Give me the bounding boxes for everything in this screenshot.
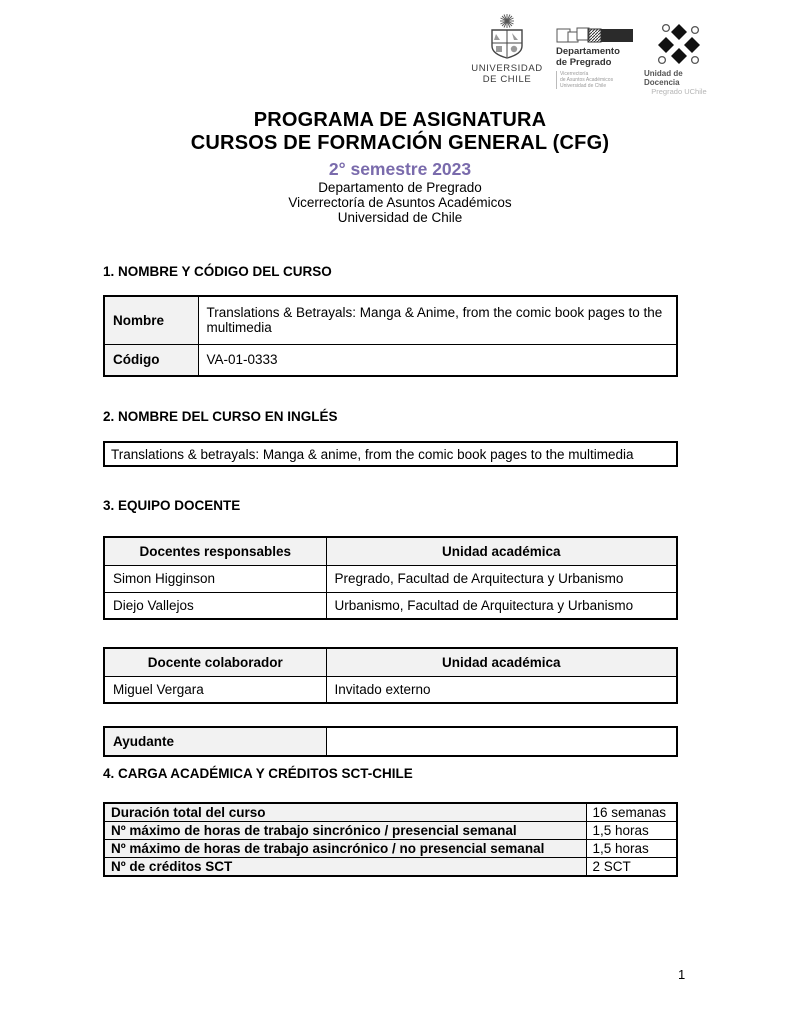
- table-row: [104, 803, 677, 822]
- workload-table: [103, 802, 678, 877]
- docencia-logo-line1: Unidad de Docencia: [644, 69, 683, 87]
- pregrado-logo-title1: Departamento: [556, 46, 620, 57]
- workload-label-cell: Duración total del curso: [104, 803, 586, 822]
- pregrado-squares-icon: [556, 26, 634, 45]
- workload-value-cell: 1,5 horas: [586, 840, 677, 858]
- table-row: [104, 565, 677, 592]
- teacher-unit-cell: Pregrado, Facultad de Arquitectura y Urbanismo: [326, 565, 677, 592]
- teacher-name-cell: Diejo Vallejos: [104, 592, 326, 619]
- semester-label: 2° semestre 2023: [328, 159, 472, 179]
- workload-value-cell: 2 SCT: [586, 858, 677, 877]
- docencia-pinwheel-icon: [647, 20, 711, 68]
- english-name-box: Translations & betrayals: Manga & anime, from the comic book pages to the multimedia: [103, 441, 678, 467]
- collaborator-unit-cell: Invitado externo: [326, 676, 677, 703]
- course-name-table: [103, 295, 678, 377]
- title-block: [0, 109, 800, 225]
- collaborator-table: [103, 647, 678, 704]
- header-subline-1: Departamento de Pregrado: [318, 180, 482, 195]
- table-row: [104, 676, 677, 703]
- teacher-name-cell: Simon Higginson: [104, 565, 326, 592]
- codigo-label-cell: Código: [104, 344, 198, 376]
- table-row: [104, 822, 677, 840]
- column-header: Docente colaborador: [104, 648, 326, 676]
- workload-label-cell: Nº máximo de horas de trabajo asincrónico / no presencial semanal: [104, 840, 586, 858]
- uchile-logo-line1: UNIVERSIDAD: [471, 63, 543, 74]
- pregrado-logo-sub1: Vicerrectoría: [560, 71, 589, 77]
- docencia-logo: [644, 20, 714, 96]
- page-number: 1: [678, 967, 686, 982]
- responsible-teachers-table: [103, 536, 678, 620]
- workload-value-cell: 16 semanas: [586, 803, 677, 822]
- ayudante-value-cell: [326, 727, 677, 756]
- workload-label-cell: Nº de créditos SCT: [104, 858, 586, 877]
- section-4-heading: 4. CARGA ACADÉMICA Y CRÉDITOS SCT-CHILE: [103, 766, 413, 781]
- section-3-heading: 3. EQUIPO DOCENTE: [103, 498, 241, 513]
- table-row: [104, 858, 677, 877]
- assistant-table: [103, 726, 678, 757]
- table-header-row: [104, 537, 677, 565]
- table-header-row: [104, 648, 677, 676]
- column-header: Unidad académica: [326, 648, 677, 676]
- header-logos: [470, 12, 714, 96]
- table-row: [104, 727, 677, 756]
- nombre-label-cell: Nombre: [104, 296, 198, 344]
- pregrado-logo-title2: de Pregrado: [556, 56, 612, 68]
- codigo-value-cell: VA-01-0333: [198, 344, 677, 376]
- pregrado-logo: [552, 26, 638, 89]
- column-header: Docentes responsables: [104, 537, 326, 565]
- uchile-logo: [470, 12, 544, 85]
- section-1-heading: 1. NOMBRE Y CÓDIGO DEL CURSO: [103, 264, 332, 279]
- collaborator-name-cell: Miguel Vergara: [104, 676, 326, 703]
- uchile-logo-line2: DE CHILE: [482, 74, 532, 85]
- pregrado-logo-sub2: de Asuntos Académicos: [560, 77, 614, 83]
- table-row: [104, 840, 677, 858]
- column-header: Unidad académica: [326, 537, 677, 565]
- pregrado-logo-sub3: Universidad de Chile: [560, 83, 607, 89]
- header-subline-2: Vicerrectoría de Asuntos Académicos: [288, 195, 512, 210]
- workload-label-cell: Nº máximo de horas de trabajo sincrónico / presencial semanal: [104, 822, 586, 840]
- document-title-line2: CURSOS DE FORMACIÓN GENERAL (CFG): [190, 132, 610, 154]
- ayudante-label-cell: Ayudante: [104, 727, 326, 756]
- section-2-heading: 2. NOMBRE DEL CURSO EN INGLÉS: [103, 409, 338, 424]
- nombre-value-cell: Translations & Betrayals: Manga & Anime, from the comic book pages to the multimedia: [198, 296, 677, 344]
- table-row: [104, 592, 677, 619]
- document-title-line1: PROGRAMA DE ASIGNATURA: [253, 109, 547, 131]
- teacher-unit-cell: Urbanismo, Facultad de Arquitectura y Urbanismo: [326, 592, 677, 619]
- table-row: [104, 344, 677, 376]
- workload-value-cell: 1,5 horas: [586, 822, 677, 840]
- table-row: [104, 296, 677, 344]
- docencia-logo-line2: Pregrado UChile: [651, 87, 707, 96]
- uchile-crest-icon: [470, 12, 544, 62]
- header-subline-3: Universidad de Chile: [337, 210, 463, 225]
